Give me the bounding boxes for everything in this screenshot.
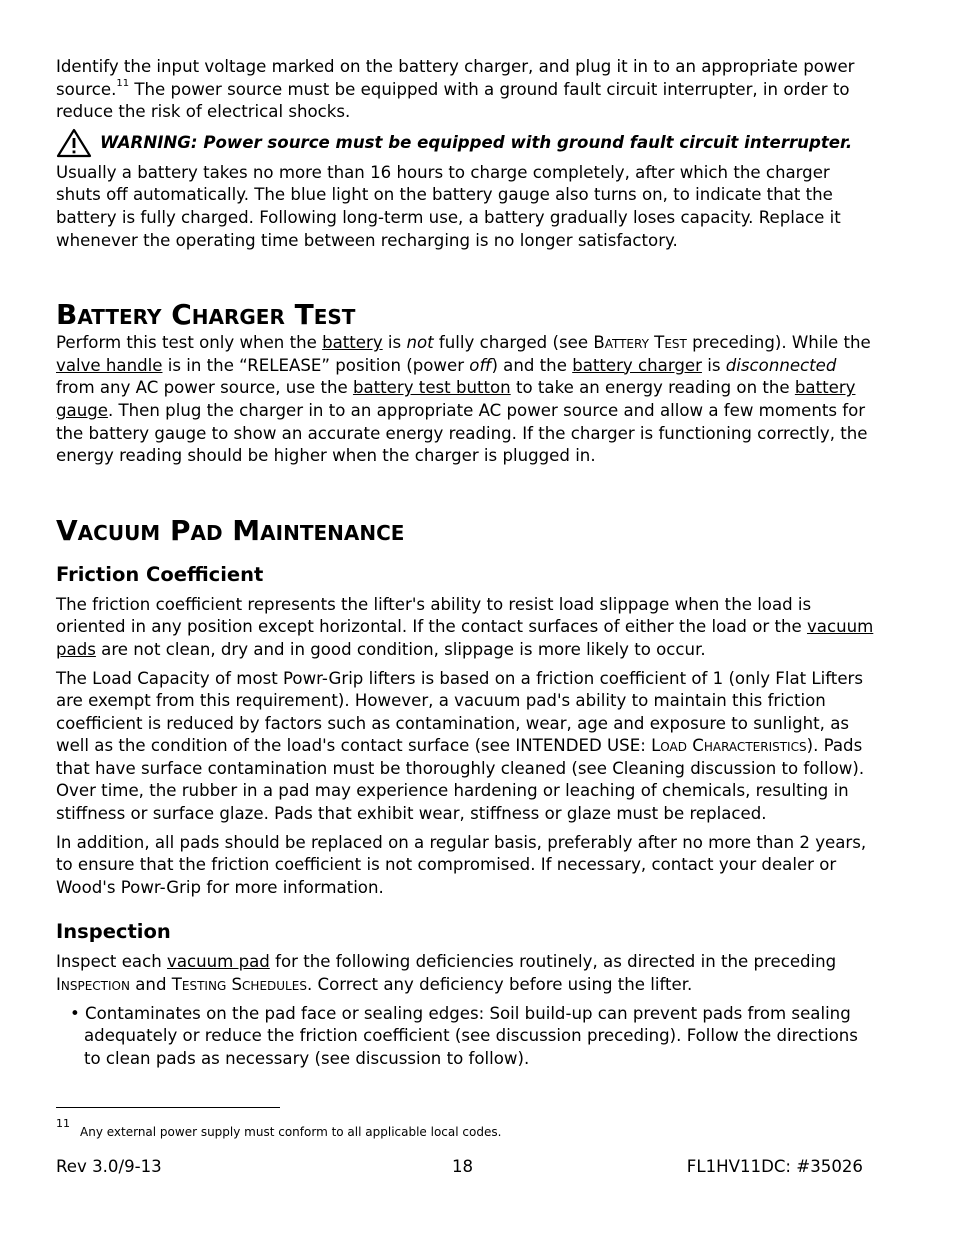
text: are not clean, dry and in good condition, slippage is more likely to occur. [95, 639, 706, 659]
footnote [56, 1117, 502, 1140]
link-battery[interactable]: battery [322, 333, 383, 353]
link-vacuum-pad[interactable]: vacuum pad [167, 952, 270, 972]
inspection-paragraph [56, 951, 876, 996]
text: The power source must be equipped with a ground fault circuit interrupter, in order to reduce the risk of electrical shocks. [56, 79, 850, 122]
emphasis: off [469, 355, 492, 375]
footer-revision: Rev 3.0/9-13 [56, 1157, 162, 1176]
friction-paragraph-2 [56, 668, 876, 826]
text: from any AC power source, use the [56, 378, 353, 398]
text: . Correct any deficiency before using the lifter. [306, 975, 693, 995]
text: to take an energy reading on the [510, 378, 795, 398]
text: Perform this test only when the [56, 333, 323, 353]
intro-paragraph-1 [56, 56, 876, 124]
subsection-title-inspection: Inspection [56, 920, 171, 944]
emphasis: not [406, 333, 434, 353]
footnote-number: 11 [56, 1117, 70, 1130]
subsection-title-friction-coefficient: Friction Coefficient [56, 562, 264, 586]
text: and [129, 975, 172, 995]
link-battery-charger[interactable]: battery charger [572, 355, 702, 375]
text: Inspect each [56, 952, 167, 972]
text: is [382, 333, 407, 353]
link-battery-gauge[interactable]: battery gauge [56, 378, 856, 420]
text: The friction coefficient represents the lifter's ability to resist load slippage when the load is oriented in any position except horizontal. If the contact surfaces of either the load or the [56, 594, 812, 637]
link-battery-test-button[interactable]: battery test button [352, 378, 511, 398]
link-valve-handle[interactable]: valve handle [56, 355, 163, 375]
battery-charger-test-paragraph [56, 332, 876, 468]
footnote-ref[interactable]: 11 [116, 78, 130, 90]
text: fully charged (see [433, 333, 594, 353]
text: The Load Capacity of most Powr-Grip lifters is based on a friction coefficient of 1 (only Flat Lifters are exempt from this requirement). However, a vacuum pad's ability to maintain this friction coefficient is reduced by factors such as contamination, wear, age and exposure to sunlight, as well as the condition of the load's contact surface (see INTENDED USE: [56, 668, 863, 756]
list-item: • Contaminates on the pad face or sealing edges: Soil build-up can prevent pads from sealing adequately or reduce the friction coefficient (see discussion preceding). Follow the directions to clean pads as necessary (see discussion to follow). [70, 1003, 858, 1068]
friction-paragraph-3: In addition, all pads should be replaced on a regular basis, preferably after no more than 2 years, to ensure that the friction coefficient is not compromised. If necessary, contact your dealer or Wood's Powr-Grip for more information. [56, 832, 867, 897]
text: Identify the input voltage marked on the battery charger, and plug it in to an appropriate power source. [56, 57, 855, 99]
section-title-battery-charger-test: Battery Charger Test [56, 298, 356, 332]
text: ). Pads that have surface contamination must be thoroughly cleaned (see Cleaning discussion to follow). Over time, the rubber in a pad may experience hardening or leaching of chemicals, resulting in stiffness or surface glaze. Pads that exhibit wear, stiffness or glaze must be replaced. [56, 736, 865, 824]
text: ) and the [491, 355, 573, 375]
text: preceding). While the [686, 333, 871, 353]
text: for the following deficiencies routinely, as directed in the preceding [269, 952, 837, 972]
text: is in the “RELEASE” position (power [162, 355, 470, 375]
cross-reference: Testing Schedules [171, 975, 307, 995]
text: . Then plug the charger in to an appropriate AC power source and allow a few moments for the battery gauge to show an accurate energy reading. If the charger is functioning correctly, the energy reading should be higher when the charger is plugged in. [56, 400, 868, 466]
cross-reference: Inspection [56, 975, 130, 995]
emphasis: disconnected [725, 355, 837, 375]
intro-paragraph-2: Usually a battery takes no more than 16 hours to charge completely, after which the charger shuts off automatically. The blue light on the battery gauge also turns on, to indicate that the battery is fully charged. Following long-term use, a battery gradually loses capacity. Replace it whenever the operating time between recharging is no longer satisfactory. [56, 162, 841, 250]
page-body [56, 56, 876, 1070]
warning-triangle-icon [56, 128, 92, 158]
footnote-divider [56, 1107, 280, 1108]
friction-paragraph-1 [56, 594, 876, 662]
cross-reference: Battery Test [593, 333, 687, 353]
inspection-list [56, 1003, 876, 1071]
cross-reference: Load Characteristics [651, 736, 807, 756]
footer-page-number: 18 [452, 1157, 474, 1176]
link-vacuum-pads[interactable]: vacuum pads [56, 617, 874, 659]
warning-callout [56, 128, 876, 158]
warning-text: WARNING: Power source must be equipped with ground fault circuit interrupter. [100, 133, 853, 153]
footer-document-id: FL1HV11DC: #35026 [686, 1157, 863, 1176]
text: is [701, 355, 726, 375]
footnote-text: Any external power supply must conform to all applicable local codes. [80, 1125, 502, 1139]
section-title-vacuum-pad-maintenance: Vacuum Pad Maintenance [56, 513, 405, 547]
